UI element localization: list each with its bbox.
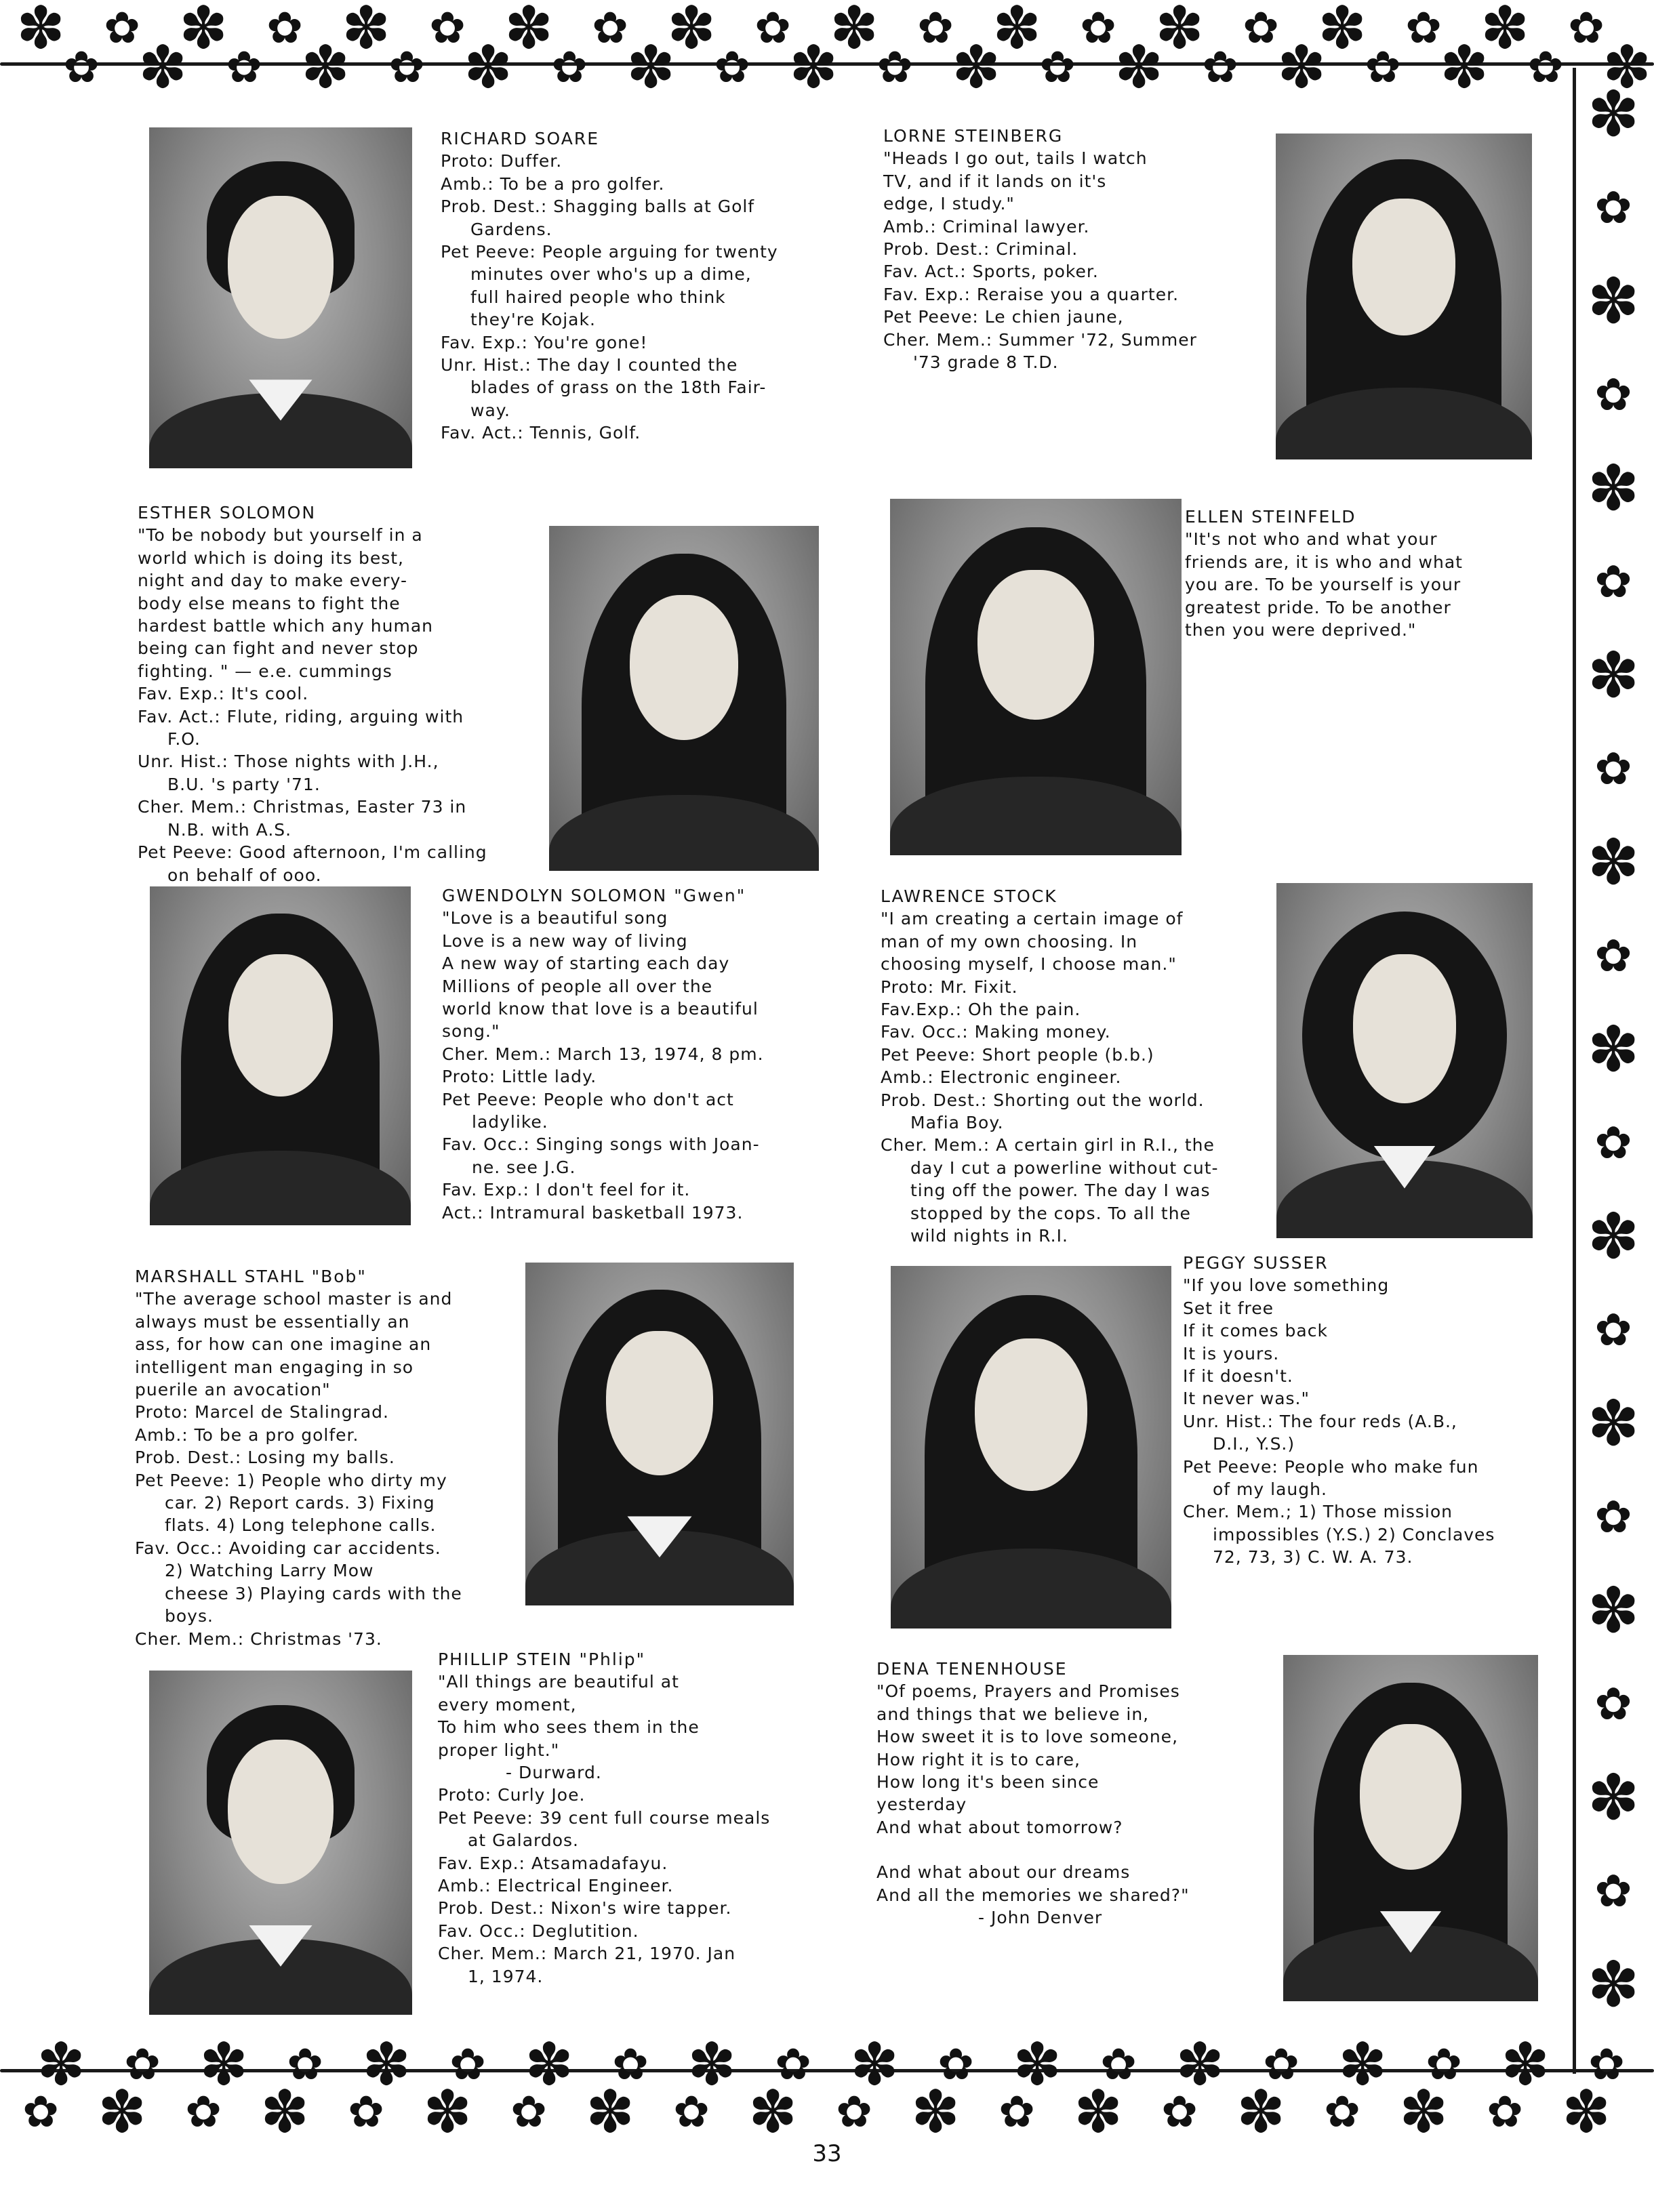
bio-line: B.U. 's party '71. — [167, 774, 321, 794]
bio-line: world know that love is a beautiful — [442, 999, 759, 1019]
flower-icon: ✿ — [754, 3, 791, 54]
bio-line: Pet Peeve: Le chien jaune, — [883, 307, 1124, 327]
flower-icon: ✿ — [1080, 3, 1116, 54]
bio-line: puerile an avocation" — [135, 1380, 331, 1400]
bio-line: Fav. Exp.: You're gone! — [441, 332, 648, 352]
bio-line: wild nights in R.I. — [910, 1226, 1068, 1246]
flower-icon: ✽ — [1587, 1013, 1640, 1086]
flower-icon: ✿ — [1594, 1304, 1632, 1356]
bio-marshall-stahl — [135, 1265, 462, 1650]
flower-icon: ✽ — [16, 0, 66, 62]
bio-line: you are. To be yourself is your — [1185, 575, 1461, 595]
flower-icon: ✽ — [138, 34, 188, 102]
bio-line: To him who sees them in the — [438, 1717, 700, 1738]
student-name: GWENDOLYN SOLOMON "Gwen" — [442, 886, 746, 905]
flower-icon: ✿ — [876, 43, 913, 93]
floral-border-top — [0, 0, 1654, 115]
bio-line: Fav. Act.: Sports, poker. — [883, 262, 1099, 282]
bio-line: A new way of starting each day — [442, 954, 730, 974]
bio-line: "The average school master is and — [135, 1289, 453, 1309]
bio-line: at Galardos. — [468, 1830, 580, 1851]
flower-icon: ✽ — [199, 2031, 249, 2099]
bio-line: car. 2) Report cards. 3) Fixing — [165, 1493, 435, 1513]
flower-icon: ✽ — [463, 34, 513, 102]
flower-icon: ✿ — [124, 2040, 161, 2090]
flower-icon: ✿ — [836, 2087, 872, 2137]
flower-icon: ✽ — [1587, 1948, 1640, 2021]
bio-line: "To be nobody but yourself in a — [138, 525, 423, 546]
student-name: RICHARD SOARE — [441, 129, 600, 148]
flower-icon: ✿ — [63, 43, 100, 93]
portrait-dena-tenenhouse — [1283, 1655, 1538, 2001]
flower-icon: ✿ — [22, 2087, 59, 2137]
student-name: MARSHALL STAHL "Bob" — [135, 1267, 367, 1286]
floral-border-bottom — [0, 2030, 1654, 2145]
flower-icon: ✽ — [1236, 2078, 1286, 2145]
bio-line: Cher. Mem.; 1) Those mission — [1183, 1502, 1453, 1522]
bio-line: Cher. Mem.: Christmas, Easter 73 in — [138, 797, 467, 817]
flower-icon: ✿ — [999, 2087, 1035, 2137]
flower-icon: ✽ — [951, 34, 1001, 102]
bio-line: ass, for how can one imagine an — [135, 1334, 432, 1355]
flower-icon: ✿ — [1202, 43, 1238, 93]
bio-line: Fav. Exp.: It's cool. — [138, 684, 309, 704]
flower-icon: ✽ — [687, 2031, 737, 2099]
flower-icon: ✿ — [612, 2040, 649, 2090]
bio-line: Fav. Act.: Tennis, Golf. — [441, 423, 641, 443]
flower-icon: ✽ — [1276, 34, 1327, 102]
flower-icon: ✿ — [1594, 369, 1632, 421]
bio-line: Amb.: To be a pro golfer. — [135, 1425, 359, 1445]
flower-icon: ✿ — [287, 2040, 323, 2090]
flower-icon: ✽ — [829, 0, 879, 62]
bio-line: Pet Peeve: People who make fun — [1183, 1456, 1479, 1477]
student-name: PEGGY SUSSER — [1183, 1253, 1329, 1273]
flower-icon: ✽ — [1587, 265, 1640, 337]
flower-icon: ✿ — [1243, 3, 1279, 54]
flower-icon: ✽ — [300, 34, 350, 102]
bio-line: Proto: Mr. Fixit. — [881, 977, 1018, 997]
student-name: ESTHER SOLOMON — [138, 503, 317, 523]
flower-icon: ✿ — [1100, 2040, 1137, 2090]
bio-line: on behalf of ooo. — [167, 865, 322, 885]
bio-line: - John Denver — [978, 1908, 1103, 1928]
flower-icon: ✽ — [1439, 34, 1489, 102]
bio-line: Proto: Marcel de Stalingrad. — [135, 1402, 389, 1422]
bio-line: Amb.: To be a pro golfer. — [441, 173, 665, 194]
bio-line: flats. 4) Long telephone calls. — [165, 1515, 437, 1536]
flower-icon: ✽ — [1175, 2031, 1225, 2099]
flower-icon: ✿ — [1594, 1117, 1632, 1169]
bio-line: Set it free — [1183, 1298, 1274, 1318]
bio-line: Unr. Hist.: The day I counted the — [441, 355, 738, 375]
bio-line: "If you love something — [1183, 1275, 1390, 1296]
flower-icon: ✽ — [524, 2031, 574, 2099]
bio-line: Fav. Exp.: Atsamadafayu. — [438, 1853, 668, 1873]
bio-line: Fav. Occ.: Avoiding car accidents. — [135, 1538, 441, 1558]
flower-icon: ✽ — [666, 0, 717, 62]
bio-line: D.I., Y.S.) — [1213, 1434, 1295, 1454]
flower-icon: ✿ — [917, 3, 954, 54]
flower-icon: ✿ — [185, 2087, 222, 2137]
bio-line: Fav. Occ.: Deglutition. — [438, 1921, 639, 1941]
bio-line: boys. — [165, 1606, 214, 1626]
bio-line: "All things are beautiful at — [438, 1672, 679, 1692]
bio-line: It is yours. — [1183, 1343, 1280, 1364]
bio-line: N.B. with A.S. — [167, 819, 292, 840]
flower-icon: ✽ — [1587, 1387, 1640, 1460]
student-name: LAWRENCE STOCK — [881, 886, 1057, 906]
flower-icon: ✿ — [1588, 2040, 1625, 2090]
portrait-peggy-susser — [891, 1266, 1171, 1629]
portrait-marshall-stahl — [525, 1263, 794, 1605]
bio-line: Amb.: Criminal lawyer. — [883, 216, 1090, 237]
flower-icon: ✿ — [1527, 43, 1564, 93]
bio-line: Love is a new way of living — [442, 930, 688, 951]
bio-line: being can fight and never stop — [138, 638, 419, 659]
student-name: DENA TENENHOUSE — [876, 1659, 1068, 1679]
flower-icon: ✽ — [97, 2078, 147, 2145]
bio-line: Fav. Exp.: I don't feel for it. — [442, 1180, 691, 1200]
flower-icon: ✿ — [104, 3, 140, 54]
bio-line: Prob. Dest.: Losing my balls. — [135, 1448, 395, 1468]
bio-line: greatest pride. To be another — [1185, 597, 1451, 617]
bio-line: minutes over who's up a dime, — [470, 264, 752, 285]
flower-icon: ✽ — [1587, 1574, 1640, 1647]
bio-line: way. — [470, 400, 510, 420]
bio-line: ladylike. — [472, 1112, 548, 1132]
bio-line: Pet Peeve: People who don't act — [442, 1089, 734, 1109]
bio-line: every moment, — [438, 1694, 577, 1715]
bio-line: world which is doing its best, — [138, 548, 404, 568]
flower-icon: ✿ — [1594, 1865, 1632, 1917]
bio-phillip-stein — [438, 1648, 770, 1988]
flower-icon: ✽ — [1587, 1200, 1640, 1273]
flower-icon: ✿ — [1324, 2087, 1360, 2137]
flower-icon: ✿ — [551, 43, 588, 93]
bio-line: If it doesn't. — [1183, 1366, 1293, 1387]
flower-icon: ✽ — [992, 0, 1042, 62]
flower-icon: ✽ — [626, 34, 676, 102]
bio-richard-soare — [441, 127, 778, 445]
student-name: ELLEN STEINFELD — [1185, 507, 1356, 527]
bio-line: body else means to fight the — [138, 593, 401, 613]
bio-line: intelligent man engaging in so — [135, 1357, 414, 1377]
bio-line: '73 grade 8 T.D. — [913, 352, 1059, 373]
portrait-richard-soare — [149, 127, 412, 468]
bio-line: How long it's been since — [876, 1772, 1100, 1793]
bio-line: TV, and if it lands on it's — [883, 171, 1107, 191]
flower-icon: ✽ — [1480, 0, 1530, 62]
bio-line: Pet Peeve: People arguing for twenty — [441, 242, 778, 262]
bio-line: Cher. Mem.: Christmas '73. — [135, 1629, 382, 1649]
bio-line: Amb.: Electronic engineer. — [881, 1067, 1122, 1088]
flower-icon: ✽ — [1154, 0, 1205, 62]
flower-icon: ✿ — [1594, 1678, 1632, 1730]
flower-icon: ✿ — [937, 2040, 974, 2090]
bio-line: It never was." — [1183, 1389, 1310, 1409]
flower-icon: ✽ — [1398, 2078, 1449, 2145]
bio-line: Proto: Duffer. — [441, 151, 563, 171]
bio-line: 2) Watching Larry Mow — [165, 1561, 374, 1581]
flower-row — [0, 2078, 1627, 2145]
bio-line: "I am creating a certain image of — [881, 909, 1184, 929]
flower-column — [1579, 68, 1647, 2032]
bio-line: then you were deprived." — [1185, 620, 1417, 640]
bio-peggy-susser — [1183, 1252, 1495, 1569]
flower-icon: ✽ — [1587, 826, 1640, 899]
bio-line: "Of poems, Prayers and Promises — [876, 1681, 1180, 1702]
bio-line: Gardens. — [470, 219, 552, 239]
flower-icon: ✽ — [849, 2031, 900, 2099]
flower-icon: ✽ — [1012, 2031, 1062, 2099]
flower-icon: ✿ — [449, 2040, 486, 2090]
bio-line: How right it is to care, — [876, 1749, 1081, 1769]
bio-line: song." — [442, 1021, 500, 1042]
portrait-lawrence-stock — [1276, 883, 1533, 1238]
flower-icon: ✿ — [348, 2087, 384, 2137]
flower-icon: ✽ — [1587, 452, 1640, 525]
bio-line: Unr. Hist.: The four reds (A.B., — [1183, 1411, 1457, 1431]
bio-line: Act.: Intramural basketball 1973. — [442, 1202, 744, 1223]
flower-icon: ✿ — [1594, 556, 1632, 608]
bio-line: Amb.: Electrical Engineer. — [438, 1876, 674, 1896]
flower-icon: ✽ — [504, 0, 554, 62]
bio-line: How sweet it is to love someone, — [876, 1727, 1179, 1747]
bio-ellen-steinfeld — [1185, 506, 1463, 641]
bio-line: cheese 3) Playing cards with the — [165, 1583, 462, 1603]
flower-icon: ✽ — [1114, 34, 1164, 102]
flower-icon: ✽ — [585, 2078, 635, 2145]
flower-icon: ✽ — [1587, 1761, 1640, 1834]
bio-gwendolyn-solomon — [442, 884, 764, 1224]
bio-line: friends are, it is who and what — [1185, 552, 1463, 572]
flower-icon: ✽ — [1073, 2078, 1123, 2145]
bio-line: of my laugh. — [1213, 1479, 1327, 1500]
flower-icon: ✽ — [748, 2078, 798, 2145]
bio-line: Prob. Dest.: Criminal. — [883, 239, 1078, 260]
flower-icon: ✿ — [1487, 2087, 1523, 2137]
flower-icon: ✿ — [1568, 3, 1605, 54]
bio-lorne-steinberg — [883, 125, 1197, 373]
bio-line: ne. see J.G. — [472, 1157, 576, 1177]
bio-line: always must be essentially an — [135, 1311, 410, 1332]
flower-icon: ✿ — [226, 43, 262, 93]
flower-icon: ✿ — [429, 3, 466, 54]
bio-line: and things that we believe in, — [876, 1704, 1150, 1724]
bio-line: If it comes back — [1183, 1321, 1328, 1341]
bio-line: - Durward. — [506, 1763, 602, 1783]
bio-line: Fav. Act.: Flute, riding, arguing with — [138, 706, 464, 726]
flower-icon: ✽ — [910, 2078, 961, 2145]
bio-line: hardest battle which any human — [138, 616, 433, 636]
bio-line: man of my own choosing. In — [881, 931, 1138, 951]
bio-line: Mafia Boy. — [910, 1113, 1004, 1133]
bio-line — [876, 1839, 1190, 1861]
bio-line: 72, 73, 3) C. W. A. 73. — [1213, 1547, 1413, 1568]
flower-icon: ✽ — [36, 2031, 86, 2099]
flower-icon: ✿ — [1161, 2087, 1198, 2137]
bio-lawrence-stock — [881, 885, 1219, 1248]
floral-border-right — [1546, 68, 1654, 2074]
flower-icon: ✿ — [1594, 930, 1632, 982]
flower-icon: ✿ — [714, 43, 750, 93]
bio-line: Fav.Exp.: Oh the pain. — [881, 1000, 1081, 1020]
flower-icon: ✿ — [775, 2040, 811, 2090]
bio-line: Unr. Hist.: Those nights with J.H., — [138, 752, 439, 772]
flower-icon: ✽ — [422, 2078, 472, 2145]
flower-icon: ✿ — [1594, 743, 1632, 795]
flower-icon: ✿ — [1365, 43, 1401, 93]
flower-row — [41, 34, 1654, 102]
bio-line: "Love is a beautiful song — [442, 908, 668, 928]
flower-icon: ✽ — [1587, 78, 1640, 150]
flower-icon: ✽ — [178, 0, 228, 62]
bio-line: stopped by the cops. To all the — [910, 1203, 1191, 1223]
page-number: 33 — [812, 2140, 842, 2167]
bio-line: they're Kojak. — [470, 310, 596, 330]
border-vine — [1573, 68, 1576, 2074]
bio-line: impossibles (Y.S.) 2) Conclaves — [1213, 1524, 1495, 1544]
bio-line: blades of grass on the 18th Fair- — [470, 377, 767, 398]
portrait-ellen-steinfeld — [890, 499, 1182, 855]
flower-icon: ✽ — [341, 0, 391, 62]
bio-line: yesterday — [876, 1795, 967, 1815]
bio-line: And what about tomorrow? — [876, 1817, 1123, 1837]
bio-line: edge, I study." — [883, 194, 1015, 214]
flower-icon: ✿ — [1594, 182, 1632, 234]
portrait-gwendolyn-solomon — [150, 886, 411, 1225]
flower-icon: ✿ — [266, 3, 303, 54]
portrait-lorne-steinberg — [1276, 134, 1532, 459]
bio-line: Cher. Mem.: March 13, 1974, 8 pm. — [442, 1044, 764, 1064]
bio-line: fighting. " — e.e. cummings — [138, 661, 392, 681]
bio-line: 1, 1974. — [468, 1966, 544, 1986]
flower-icon: ✽ — [788, 34, 839, 102]
flower-icon: ✿ — [510, 2087, 547, 2137]
student-name: LORNE STEINBERG — [883, 126, 1064, 146]
flower-icon: ✿ — [388, 43, 425, 93]
bio-line: F.O. — [167, 729, 201, 750]
bio-line: "Heads I go out, tails I watch — [883, 148, 1148, 169]
flower-icon: ✿ — [1039, 43, 1076, 93]
flower-icon: ✽ — [1587, 639, 1640, 712]
bio-line: Proto: Curly Joe. — [438, 1785, 586, 1805]
bio-line: "It's not who and what your — [1185, 529, 1438, 550]
bio-esther-solomon — [138, 501, 487, 886]
flower-icon: ✽ — [1337, 2031, 1388, 2099]
bio-line: proper light." — [438, 1740, 560, 1760]
bio-line: Prob. Dest.: Nixon's wire tapper. — [438, 1898, 732, 1919]
bio-line: Proto: Little lady. — [442, 1067, 597, 1087]
bio-line: Fav. Occ.: Singing songs with Joan- — [442, 1134, 760, 1155]
flower-icon: ✽ — [1602, 34, 1652, 102]
bio-line: Fav. Occ.: Making money. — [881, 1022, 1111, 1042]
bio-line: Cher. Mem.: Summer '72, Summer — [883, 329, 1197, 350]
bio-line: Prob. Dest.: Shorting out the world. — [881, 1090, 1205, 1110]
bio-line: Pet Peeve: 1) People who dirty my — [135, 1470, 447, 1490]
bio-line: day I cut a powerline without cut- — [910, 1158, 1219, 1178]
bio-dena-tenenhouse — [876, 1658, 1190, 1929]
bio-line: full haired people who think — [470, 287, 726, 307]
bio-line: Cher. Mem.: A certain girl in R.I., the — [881, 1135, 1215, 1155]
flower-icon: ✽ — [1500, 2031, 1550, 2099]
bio-line: Pet Peeve: Short people (b.b.) — [881, 1044, 1154, 1065]
bio-line: ting off the power. The day I was — [910, 1181, 1211, 1201]
flower-icon: ✽ — [260, 2078, 310, 2145]
flower-icon: ✽ — [361, 2031, 411, 2099]
bio-line: Millions of people all over the — [442, 976, 713, 996]
bio-line: Prob. Dest.: Shagging balls at Golf — [441, 197, 755, 217]
bio-line: And all the memories we shared?" — [876, 1885, 1190, 1905]
bio-line: choosing myself, I choose man." — [881, 954, 1177, 975]
flower-icon: ✿ — [1405, 3, 1442, 54]
flower-icon: ✽ — [1317, 0, 1367, 62]
bio-line: Cher. Mem.: March 21, 1970. Jan — [438, 1944, 736, 1964]
flower-icon: ✽ — [1561, 2078, 1611, 2145]
flower-icon: ✿ — [592, 3, 628, 54]
bio-line: night and day to make every- — [138, 571, 408, 591]
bio-line: And what about our dreams — [876, 1862, 1131, 1883]
bio-line: Pet Peeve: 39 cent full course meals — [438, 1807, 771, 1828]
flower-icon: ✿ — [1263, 2040, 1299, 2090]
bio-line: Fav. Exp.: Reraise you a quarter. — [883, 284, 1179, 304]
portrait-esther-solomon — [549, 526, 819, 871]
flower-icon: ✿ — [673, 2087, 710, 2137]
student-name: PHILLIP STEIN "Phlip" — [438, 1650, 646, 1669]
portrait-phillip-stein — [149, 1671, 412, 2015]
bio-line: Pet Peeve: Good afternoon, I'm calling — [138, 842, 487, 863]
flower-icon: ✿ — [1426, 2040, 1462, 2090]
flower-icon: ✿ — [1594, 1491, 1632, 1543]
